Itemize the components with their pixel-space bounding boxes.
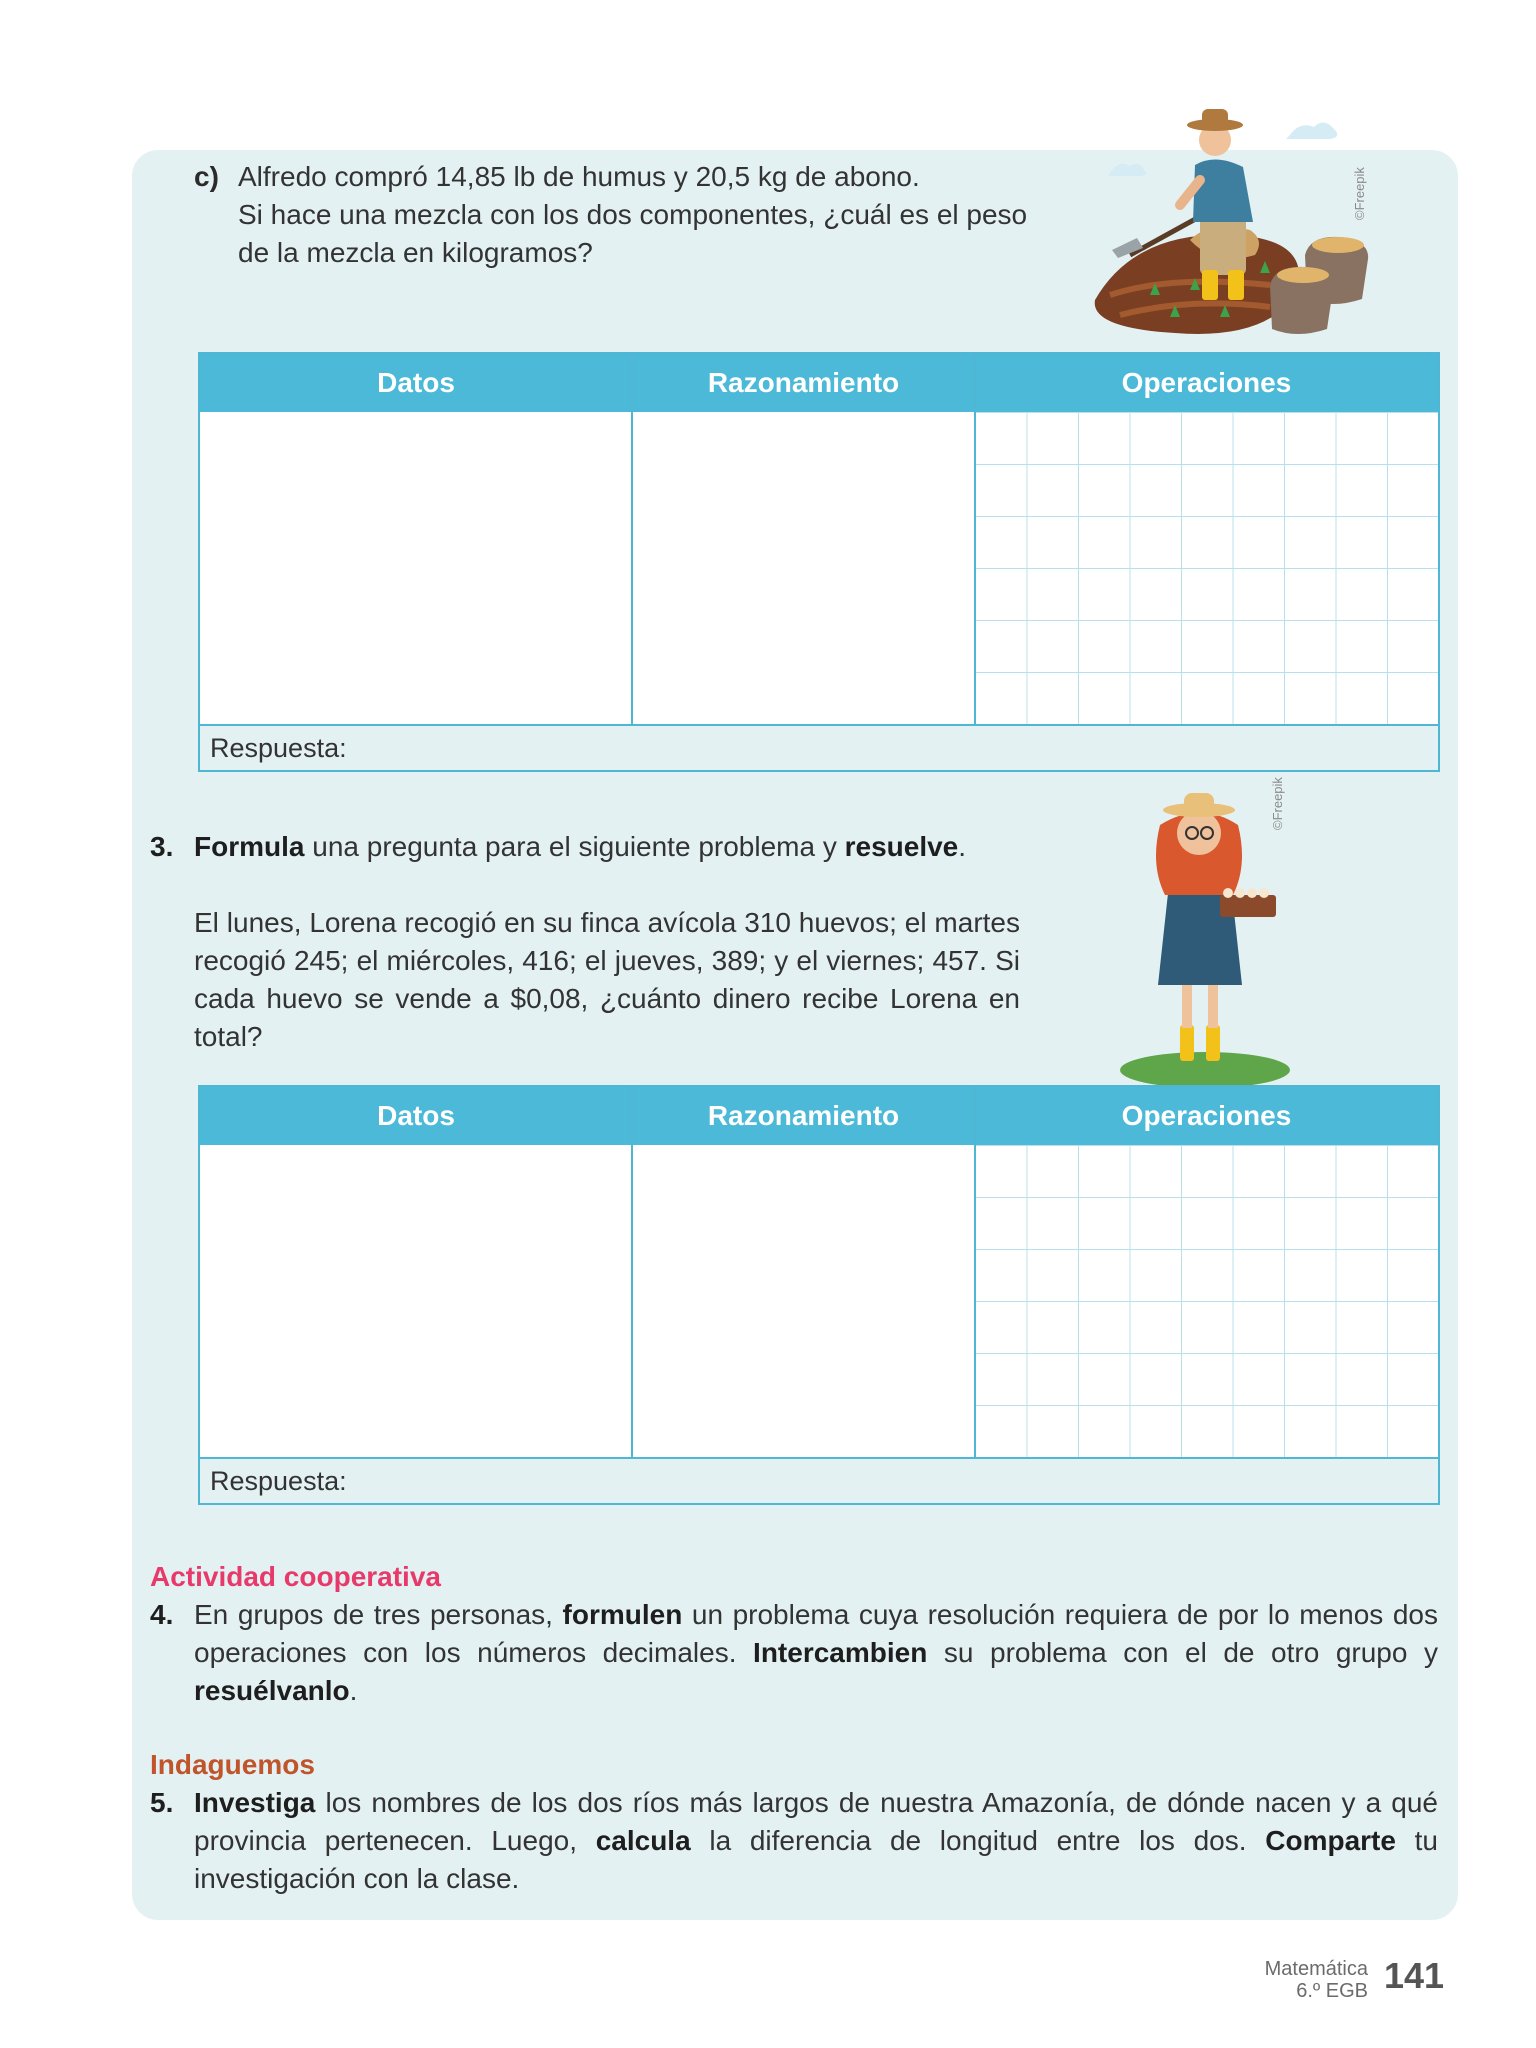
instruction-bold: resuelve — [844, 831, 959, 862]
header-datos: Datos — [377, 1100, 455, 1131]
image-credit: ©Freepik — [1270, 777, 1285, 830]
bold-text: Comparte — [1265, 1825, 1396, 1856]
footer-grade: 6.º EGB — [1296, 1980, 1368, 2002]
problem-c-label: c) — [194, 161, 219, 192]
respuesta-field[interactable]: Respuesta: — [200, 1457, 1438, 1503]
problem-c-line: Alfredo compró 14,85 lb de humus y 20,5 kg de abono. — [238, 161, 920, 192]
text: En grupos de tres personas, — [194, 1599, 563, 1630]
indaguemos-title: Indaguemos — [150, 1749, 315, 1780]
problem-4-text — [194, 1596, 1438, 1710]
instruction-bold: Formula — [194, 831, 305, 862]
bold-text: Intercambien — [753, 1637, 928, 1668]
text: tu investigación con la clase. — [194, 1825, 1439, 1894]
datos-cell[interactable] — [200, 412, 631, 725]
header-razonamiento: Razonamiento — [707, 1100, 900, 1131]
work-table-c — [198, 352, 1440, 772]
image-credit: ©Freepik — [1352, 167, 1367, 220]
text: su problema con el de otro grupo y — [927, 1637, 1439, 1668]
text: . — [349, 1675, 358, 1706]
header-razonamiento: Razonamiento — [707, 367, 900, 398]
problem-3-number: 3. — [150, 831, 174, 862]
operations-grid[interactable] — [975, 412, 1438, 725]
problem-5-text — [194, 1784, 1438, 1898]
razonamiento-cell[interactable] — [633, 412, 974, 725]
header-datos: Datos — [377, 367, 455, 398]
bold-text: formulen — [562, 1599, 683, 1630]
bold-text: resuélvanlo — [194, 1675, 350, 1706]
problem-c-line: de la mezcla en kilogramos? — [238, 237, 593, 268]
problem-c-text — [238, 158, 1027, 272]
text: la diferencia de longitud entre los dos. — [690, 1825, 1266, 1856]
text: un problema cuya resolución requiera de por lo menos dos operaciones con los números decimales. — [194, 1599, 1438, 1668]
operations-grid[interactable] — [975, 1145, 1438, 1458]
problem-5-number: 5. — [150, 1787, 174, 1818]
problem-c-line: Si hace una mezcla con los dos componentes, ¿cuál es el peso — [238, 199, 1028, 230]
cooperative-title: Actividad cooperativa — [150, 1561, 441, 1592]
footer-subject: Matemática — [1264, 1958, 1368, 1980]
problem-3-instruction — [194, 828, 966, 866]
instruction-text: una pregunta para el siguiente problema y — [304, 831, 845, 862]
instruction-text: . — [958, 831, 967, 862]
bold-text: calcula — [595, 1825, 691, 1856]
razonamiento-cell[interactable] — [633, 1145, 974, 1458]
egg-collector-illustration — [1110, 785, 1300, 1095]
bold-text: Investiga — [194, 1787, 316, 1818]
text: los nombres de los dos ríos más largos de nuestra Amazonía, de dónde nacen y a qué provincia pertenecen. Luego, — [194, 1787, 1438, 1856]
respuesta-field[interactable]: Respuesta: — [200, 724, 1438, 770]
problem-4-number: 4. — [150, 1599, 174, 1630]
header-operaciones: Operaciones — [1121, 1100, 1292, 1131]
header-operaciones: Operaciones — [1121, 367, 1292, 398]
farmer-illustration — [1090, 95, 1390, 355]
datos-cell[interactable] — [200, 1145, 631, 1458]
problem-3-body: El lunes, Lorena recogió en su finca avícola 310 huevos; el martes recogió 245; el miércoles, 416; el jueves, 389; y el viernes; 457. Si cada huevo se vende a $0,08, ¿cuánto dinero recibe Lorena en total? — [194, 907, 1020, 1052]
page-number: 141 — [1384, 1955, 1445, 1996]
work-table-3 — [198, 1085, 1440, 1505]
